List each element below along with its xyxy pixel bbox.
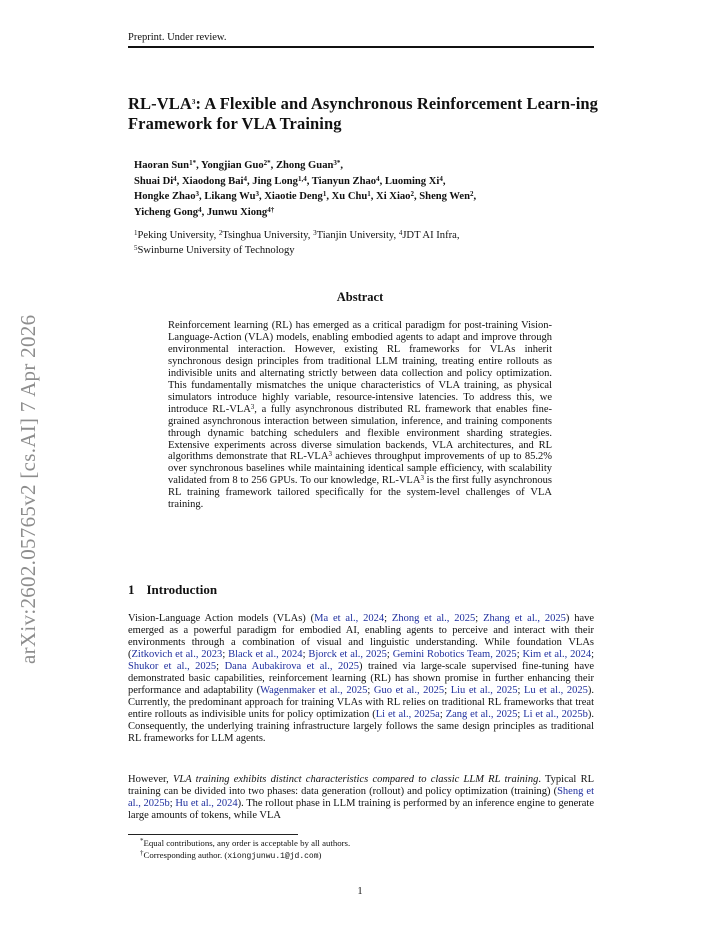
author-name: , Xi Xiao: [370, 191, 411, 202]
affiliation-text: Tianjin University,: [316, 230, 399, 241]
email-link[interactable]: xiongjunwu.1@jd.com: [227, 852, 319, 861]
footnote-text: Corresponding author. (: [143, 850, 228, 860]
line: [134, 189, 604, 205]
section-number: 1: [128, 582, 135, 597]
arxiv-identifier: arXiv:2602.05765v2 [cs.AI] 7 Apr 2026: [16, 314, 40, 664]
affiliations: [134, 228, 604, 258]
author-name: , Xiaotie Deng: [258, 191, 323, 202]
author-name: Hongke Zhao: [134, 191, 196, 202]
title-part-a: RL-VLA: [128, 94, 192, 113]
body-text: ). The rollout phase in LLM training is performed by an inference engine to generate large amounts of tokens, while VLA: [128, 797, 594, 821]
body-text: ;: [517, 684, 524, 696]
affiliation-text: JDT AI Infra,: [402, 230, 460, 241]
body-text: Vision-Language Action models (VLAs) (: [128, 613, 315, 624]
page-number: 1: [357, 886, 363, 897]
body-text: ;: [444, 684, 451, 696]
superscript: 4: [198, 205, 202, 214]
citation-link[interactable]: Black et al., 2024: [228, 648, 303, 660]
body-text: ;: [367, 684, 374, 696]
superscript: 4†: [267, 205, 275, 214]
body-text: ;: [222, 648, 229, 660]
section-title: Introduction: [146, 582, 218, 597]
superscript: 2: [410, 190, 414, 198]
superscript: 3: [420, 474, 424, 483]
superscript: 1: [367, 190, 371, 198]
intro-paragraph-1: [128, 613, 594, 744]
citation-link[interactable]: Hu et al., 2024: [175, 797, 238, 809]
citation-link[interactable]: Sheng et al., 2025b: [128, 785, 594, 809]
abstract-body: [168, 320, 552, 511]
citation-link[interactable]: Lu et al., 2025: [524, 684, 588, 696]
superscript: 4: [173, 174, 177, 183]
superscript: 5: [134, 244, 138, 252]
body-text: ;: [384, 613, 392, 624]
title-part-b: : A Flexible and Asynchronous Reinforcement Learn-ing Framework for VLA Training: [128, 94, 599, 133]
footnote-mark: *: [140, 837, 144, 845]
footnote-corresponding: [140, 850, 321, 862]
citation-link[interactable]: Zhong et al., 2025: [391, 613, 476, 624]
citation-link[interactable]: Dana Aubakirova et al., 2025: [224, 660, 360, 672]
body-text: ;: [517, 708, 524, 720]
author-name: , Yongjian Guo: [196, 160, 264, 171]
citation-link[interactable]: Ma et al., 2024: [314, 613, 385, 624]
superscript: 1: [322, 190, 327, 198]
line: [134, 174, 604, 190]
author-name: , Luoming Xi: [379, 175, 440, 187]
abstract-text: Reinforcement learning (RL) has emerged as a critical paradigm for post-training Vision-Language-Action (VLA) models, enabling embodied agents to adapt and improve through environmental interaction. However, existing RL frameworks for VLAs inherit synchronous design principles from traditional LLM training, treating entire rollouts as indivisible units and alternating strictly between data collection and policy optimization. This fundamentally mismatches the unique characteristics of VLA training, as physical simulators introduce highly variable, resource-intensive latencies. To address this, we introduce RL-VLA: [168, 320, 552, 415]
superscript: 3: [313, 229, 317, 237]
body-text: ) have emerged as a powerful paradigm for embodied AI, enabling agents to perceive and interact with their environments through a combination of visual and linguistic understanding. While foundation VLAs (: [128, 613, 595, 660]
title-superscript: 3: [191, 98, 196, 106]
author-name: , Tianyun Zhao: [306, 175, 377, 187]
body-text: However,: [128, 774, 173, 785]
footnote-text-end: ): [318, 850, 322, 860]
body-text: ;: [216, 660, 225, 672]
body-text: . Typical RL training can be divided into two phases: data generation (rollout) and policy optimization (training) (: [128, 774, 594, 797]
superscript: 4: [376, 174, 380, 183]
superscript: 4: [398, 229, 403, 237]
citation-link[interactable]: Zang et al., 2025: [445, 708, 518, 720]
author-name: , Xu Chu: [326, 191, 368, 202]
line: [134, 228, 604, 243]
affiliation-text: Swinburne University of Technology: [137, 245, 295, 256]
author-name: Haoran Sun: [134, 160, 190, 171]
author-name: ,: [340, 160, 344, 171]
body-text: ;: [475, 613, 484, 624]
superscript: 4: [243, 174, 247, 183]
citation-link[interactable]: Guo et al., 2025: [373, 684, 445, 696]
footnote-rule: [128, 834, 298, 835]
superscript: 3: [255, 190, 259, 198]
author-name: Shuai Di: [134, 175, 174, 187]
body-text: ). Consequently, the underlying training infrastructure largely follows the same design principles as traditional RL frameworks for LLM agents.: [128, 708, 595, 744]
line: [134, 158, 604, 174]
superscript: 1*: [189, 159, 197, 167]
abstract-text: is the first fully asynchronous RL training framework tailored specifically for the system-level challenges of VLA training.: [168, 475, 552, 511]
citation-link[interactable]: Gemini Robotics Team, 2025: [392, 648, 517, 660]
author-name: , Xiaodong Bai: [176, 175, 244, 187]
superscript: 2: [470, 190, 474, 198]
citation-link[interactable]: Zhang et al., 2025: [483, 613, 566, 624]
author-name: , Junwu Xiong: [201, 206, 268, 218]
author-name: Yicheng Gong: [134, 206, 199, 218]
superscript: 1: [134, 229, 138, 237]
citation-link[interactable]: Liu et al., 2025: [450, 684, 518, 696]
author-name: ,: [442, 175, 446, 187]
intro-paragraph-2: [128, 774, 594, 822]
abstract-heading: Abstract: [336, 290, 384, 304]
superscript: 3*: [333, 159, 341, 167]
body-text: ;: [516, 648, 523, 660]
section-heading: [128, 582, 217, 598]
line: [134, 243, 604, 258]
emphasis-text: VLA training exhibits distinct characteristics compared to classic LLM RL training: [172, 774, 539, 785]
citation-link[interactable]: Li et al., 2025b: [523, 708, 588, 720]
author-name: , Zhong Guan: [270, 160, 334, 171]
body-text: ;: [386, 648, 393, 660]
author-name: , Likang Wu: [199, 191, 256, 202]
affiliation-text: Tsinghua University,: [222, 230, 314, 241]
superscript: 2*: [263, 159, 271, 167]
citation-link[interactable]: Bjorck et al., 2025: [308, 648, 387, 660]
footnote-mark: †: [140, 849, 144, 857]
line: [134, 205, 604, 221]
header-rule: [128, 46, 594, 48]
citation-link[interactable]: Kim et al., 2024: [522, 648, 592, 660]
superscript: 1,4: [297, 174, 307, 183]
paper-title: [128, 94, 598, 134]
body-text: ;: [439, 708, 446, 720]
abstract-text: achieves throughput improvements of up to 85.2% over synchronous baselines while maintaining identical sample efficiency, with scalability validated from 8 to 256 GPUs. To our knowledge, RL-VLA: [168, 451, 553, 487]
footnote-text: Equal contributions, any order is acceptable by all authors.: [143, 838, 351, 848]
affiliation-text: Peking University,: [137, 230, 219, 241]
citation-link[interactable]: Zitkovich et al., 2023: [131, 648, 223, 660]
superscript: 4: [439, 174, 443, 183]
author-name: , Sheng Wen: [413, 191, 471, 202]
body-text: ;: [591, 648, 595, 660]
body-text: ;: [169, 797, 176, 809]
superscript: 3: [250, 402, 255, 411]
citation-link[interactable]: Shukor et al., 2025: [128, 660, 217, 672]
body-text: ). Currently, the predominant approach for training VLAs with RL relies on traditional RL frameworks that treat entire rollouts as indivisible units for policy optimization (: [128, 684, 594, 720]
body-text: ) trained via large-scale supervised fine-tuning have demonstrated basic capabilities, reinforcement learning (RL) has shown promise in further enhancing their performance and adaptability (: [128, 660, 595, 696]
superscript: 3: [328, 450, 332, 459]
citation-link[interactable]: Wagenmaker et al., 2025: [260, 684, 368, 696]
running-header: Preprint. Under review.: [128, 32, 227, 43]
author-name: ,: [473, 191, 477, 202]
abstract-text: , a fully asynchronous distributed RL framework that enables fine-grained asynchronous interaction between simulation, inference, and training components through dynamic batching schedulers and flexible environment sharding strategies. Extensive experiments across diverse simulation backends, VLA architectures, and RL algorithms demonstrate that RL-VLA: [168, 403, 552, 463]
author-name: , Jing Long: [247, 175, 298, 187]
footnote-equal-contrib: [140, 838, 350, 849]
superscript: 2: [218, 229, 223, 237]
citation-link[interactable]: Li et al., 2025a: [375, 708, 440, 720]
author-list: [134, 158, 604, 220]
superscript: 3: [195, 190, 200, 198]
body-text: ;: [302, 648, 309, 660]
